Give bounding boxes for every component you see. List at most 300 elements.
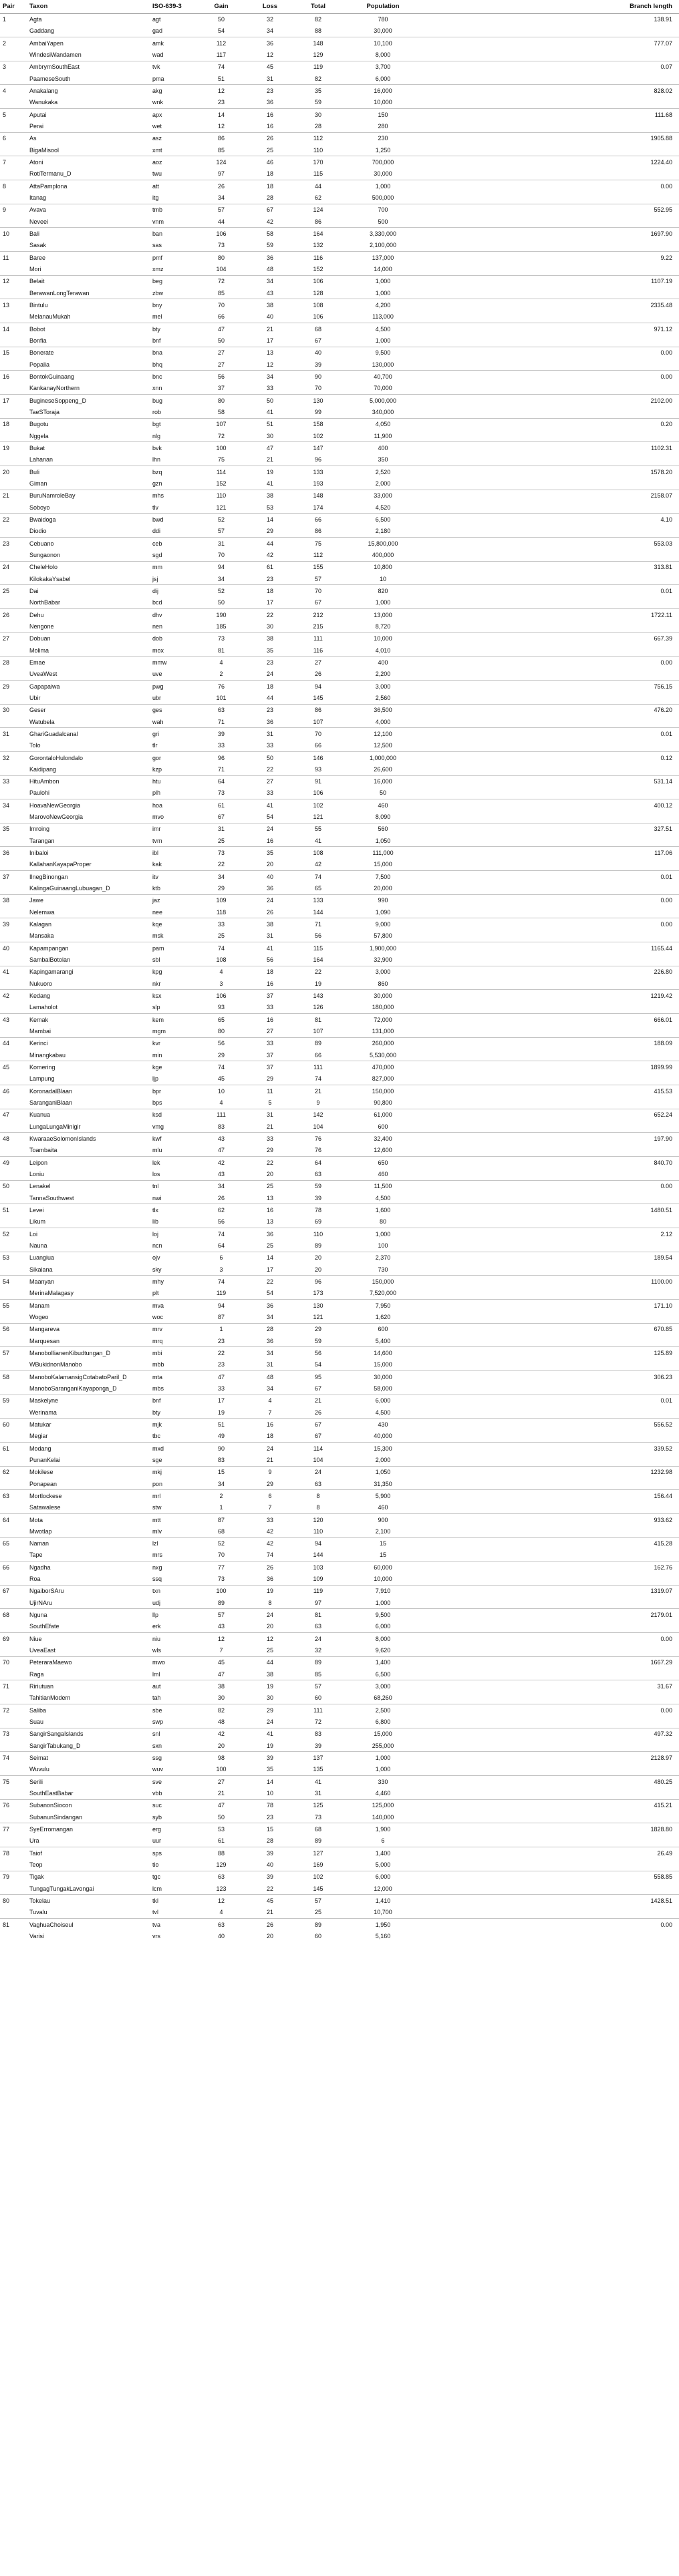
cell-iso: nee — [152, 908, 163, 916]
cell-gain: 57 — [196, 1609, 246, 1621]
cell-taxon: Modang — [25, 1442, 148, 1454]
cell-total: 89 — [314, 1242, 321, 1249]
cell-iso: kzp — [152, 765, 162, 773]
cell-branch-length — [424, 1240, 679, 1252]
cell-pair — [0, 1383, 25, 1395]
table-row — [0, 192, 679, 204]
cell-branch-length: 1102.31 — [424, 442, 679, 454]
cell-population: 31,350 — [374, 1480, 392, 1487]
cell-iso: tnl — [148, 1180, 196, 1192]
table-row — [0, 1264, 679, 1276]
table-row — [0, 252, 679, 264]
cell-population: 15,000 — [374, 1361, 392, 1368]
table-row — [0, 1549, 679, 1561]
cell-iso: xmz — [152, 266, 164, 273]
header-taxon: Taxon — [25, 0, 148, 13]
cell-total: 75 — [294, 537, 342, 549]
table-row — [0, 906, 679, 918]
table-row — [0, 787, 679, 799]
cell-pair — [0, 502, 25, 514]
cell-gain: 42 — [196, 1157, 246, 1169]
cell-pair — [0, 1549, 25, 1561]
cell-population: 70,000 — [374, 385, 392, 392]
cell-iso: ceb — [148, 537, 196, 549]
cell-gain: 47 — [196, 1799, 246, 1811]
cell-total: 89 — [294, 1919, 342, 1931]
cell-loss: 21 — [266, 1909, 273, 1916]
cell-branch-length — [424, 1835, 679, 1847]
cell-population: 150 — [342, 109, 424, 121]
cell-branch-length — [424, 335, 679, 347]
cell-pair: 45 — [0, 1061, 25, 1073]
cell-loss: 12 — [246, 1633, 294, 1645]
cell-branch-length — [424, 1025, 679, 1037]
cell-pair — [0, 97, 25, 109]
table-row — [0, 442, 679, 454]
cell-taxon: Komering — [25, 1061, 148, 1073]
cell-gain: 66 — [217, 313, 225, 321]
cell-pair: 17 — [0, 395, 25, 407]
cell-pair: 32 — [0, 751, 25, 763]
cell-pair — [0, 1049, 25, 1061]
cell-loss: 34 — [266, 27, 273, 35]
cell-gain: 34 — [217, 575, 225, 582]
cell-pair: 40 — [0, 942, 25, 954]
table-row — [0, 359, 679, 371]
cell-total: 72 — [314, 1718, 321, 1726]
cell-loss: 33 — [266, 789, 273, 797]
cell-gain: 3 — [219, 980, 223, 987]
table-row — [0, 204, 679, 216]
cell-taxon: Itanag — [29, 194, 47, 202]
cell-gain: 61 — [196, 799, 246, 811]
cell-iso: slp — [152, 1004, 160, 1011]
cell-loss: 42 — [266, 218, 273, 225]
cell-pair: 35 — [0, 823, 25, 835]
cell-gain: 51 — [196, 1419, 246, 1431]
cell-total: 54 — [314, 1361, 321, 1368]
cell-iso: nen — [152, 622, 163, 630]
cell-gain: 43 — [196, 1133, 246, 1145]
cell-population: 700 — [342, 204, 424, 216]
cell-taxon: KankanayNorthern — [29, 385, 80, 392]
cell-iso: tvl — [152, 1909, 158, 1916]
table-row — [0, 918, 679, 930]
cell-taxon: SangirSangaIslands — [25, 1728, 148, 1740]
cell-total: 8 — [316, 1504, 320, 1511]
cell-taxon: Saliba — [25, 1704, 148, 1716]
cell-taxon: PunanKelai — [29, 1456, 61, 1463]
cell-pair: 33 — [0, 775, 25, 787]
cell-pair — [0, 716, 25, 728]
cell-population: 1,050 — [342, 1466, 424, 1478]
cell-total: 112 — [313, 551, 323, 558]
cell-iso: vmg — [152, 1123, 164, 1130]
cell-iso: ssq — [152, 1576, 162, 1583]
cell-taxon: Lenakel — [25, 1180, 148, 1192]
cell-pair — [0, 620, 25, 632]
cell-pair — [0, 287, 25, 299]
cell-gain: 4 — [219, 1909, 223, 1916]
table-row — [0, 25, 679, 37]
table-row — [0, 1930, 679, 1942]
cell-branch-length — [424, 478, 679, 490]
cell-taxon: Taiof — [25, 1847, 148, 1859]
cell-pair: 54 — [0, 1276, 25, 1288]
cell-population: 827,000 — [372, 1075, 394, 1083]
cell-total: 130 — [294, 395, 342, 407]
cell-gain: 72 — [217, 432, 225, 439]
table-row — [0, 1478, 679, 1490]
cell-branch-length — [424, 1478, 679, 1490]
cell-loss: 40 — [246, 871, 294, 883]
cell-taxon: GorontaloHulondalo — [25, 751, 148, 763]
cell-pair: 27 — [0, 632, 25, 645]
cell-branch-length — [424, 549, 679, 561]
cell-branch-length — [424, 1121, 679, 1133]
table-row — [0, 573, 679, 585]
cell-taxon: MerinaMalagasy — [29, 1290, 74, 1297]
cell-population: 30,000 — [342, 990, 424, 1002]
table-row — [0, 1525, 679, 1537]
cell-branch-length: 667.39 — [424, 632, 679, 645]
table-row — [0, 180, 679, 192]
cell-total: 66 — [294, 514, 342, 526]
table-row — [0, 1442, 679, 1454]
cell-taxon: Dai — [25, 585, 148, 597]
cell-total: 39 — [314, 1194, 321, 1202]
cell-gain: 45 — [217, 1075, 225, 1083]
cell-loss: 16 — [246, 1204, 294, 1216]
cell-pair — [0, 454, 25, 466]
cell-iso: zbw — [152, 289, 164, 297]
cell-loss: 21 — [266, 1123, 273, 1130]
cell-pair: 5 — [0, 109, 25, 121]
table-row — [0, 299, 679, 311]
cell-total: 115 — [313, 170, 323, 178]
cell-gain: 2 — [196, 1490, 246, 1502]
table-row — [0, 406, 679, 418]
cell-loss: 34 — [266, 1385, 273, 1392]
cell-taxon: Dehu — [25, 608, 148, 620]
cell-population: 12,100 — [342, 728, 424, 740]
cell-branch-length — [424, 1668, 679, 1680]
cell-loss: 59 — [266, 242, 273, 249]
header-total: Total — [294, 0, 342, 13]
table-row — [0, 704, 679, 716]
cell-total: 106 — [313, 313, 323, 321]
table-row — [0, 1513, 679, 1525]
cell-total: 28 — [314, 123, 321, 130]
table-row — [0, 1299, 679, 1311]
cell-population: 15,300 — [342, 1442, 424, 1454]
cell-iso: dij — [148, 585, 196, 597]
cell-branch-length — [424, 1525, 679, 1537]
cell-population: 1,000 — [375, 289, 391, 297]
cell-gain: 56 — [196, 371, 246, 383]
table-row — [0, 1002, 679, 1014]
cell-total: 67 — [314, 337, 321, 345]
cell-population: 50 — [379, 789, 386, 797]
cell-iso: bug — [148, 395, 196, 407]
cell-branch-length — [424, 763, 679, 775]
cell-total: 68 — [294, 323, 342, 335]
cell-taxon: Tape — [29, 1551, 43, 1559]
cell-iso: plh — [152, 789, 161, 797]
cell-pair: 80 — [0, 1895, 25, 1907]
cell-loss: 36 — [266, 1337, 273, 1344]
cell-iso: dob — [148, 632, 196, 645]
table-row — [0, 811, 679, 823]
cell-loss: 36 — [266, 1576, 273, 1583]
table-row — [0, 1644, 679, 1656]
cell-taxon: Lahanan — [29, 456, 53, 464]
cell-total: 8 — [294, 1490, 342, 1502]
cell-iso: pwg — [148, 680, 196, 692]
cell-total: 135 — [313, 1766, 323, 1773]
cell-branch-length — [424, 383, 679, 395]
cell-gain: 52 — [196, 585, 246, 597]
cell-branch-length: 2102.00 — [424, 395, 679, 407]
cell-gain: 80 — [196, 252, 246, 264]
cell-gain: 27 — [217, 361, 225, 368]
cell-population: 560 — [342, 823, 424, 835]
cell-total: 111 — [294, 1704, 342, 1716]
cell-branch-length: 828.02 — [424, 85, 679, 97]
cell-branch-length — [424, 1168, 679, 1180]
cell-population: 1,000 — [375, 599, 391, 606]
cell-pair: 49 — [0, 1157, 25, 1169]
table-row — [0, 502, 679, 514]
cell-taxon: Neveei — [29, 218, 49, 225]
cell-population: 111,000 — [342, 847, 424, 859]
cell-population: 12,500 — [374, 742, 392, 749]
cell-loss: 20 — [266, 861, 273, 868]
table-row — [0, 1633, 679, 1645]
cell-gain: 97 — [217, 170, 225, 178]
cell-loss: 58 — [246, 228, 294, 240]
cell-taxon: Kalagan — [25, 918, 148, 930]
cell-gain: 123 — [216, 1885, 227, 1892]
cell-total: 39 — [314, 361, 321, 368]
cell-total: 107 — [313, 718, 323, 725]
cell-total: 133 — [294, 466, 342, 478]
cell-gain: 21 — [217, 1790, 225, 1797]
cell-gain: 33 — [196, 918, 246, 930]
cell-iso: nkr — [152, 980, 161, 987]
cell-pair: 10 — [0, 228, 25, 240]
cell-loss: 16 — [266, 980, 273, 987]
cell-total: 74 — [314, 1075, 321, 1083]
cell-population: 460 — [378, 1170, 388, 1177]
cell-gain: 10 — [196, 1085, 246, 1097]
cell-gain: 22 — [217, 861, 225, 868]
cell-loss: 16 — [266, 123, 273, 130]
table-row — [0, 966, 679, 978]
cell-total: 68 — [294, 1823, 342, 1835]
cell-population: 4,520 — [375, 504, 391, 511]
cell-iso: sps — [148, 1847, 196, 1859]
cell-gain: 34 — [217, 1480, 225, 1487]
cell-total: 39 — [314, 1742, 321, 1749]
cell-total: 102 — [294, 1871, 342, 1883]
cell-gain: 50 — [217, 1813, 225, 1821]
cell-branch-length: 497.32 — [424, 1728, 679, 1740]
cell-pair: 52 — [0, 1228, 25, 1240]
cell-gain: 23 — [217, 1361, 225, 1368]
cell-pair — [0, 1716, 25, 1728]
cell-loss: 19 — [266, 1742, 273, 1749]
cell-iso: tmb — [148, 204, 196, 216]
table-row — [0, 954, 679, 966]
cell-loss: 29 — [266, 528, 273, 535]
cell-loss: 13 — [266, 1194, 273, 1202]
cell-population: 137,000 — [342, 252, 424, 264]
cell-gain: 52 — [196, 514, 246, 526]
cell-branch-length: 0.00 — [424, 180, 679, 192]
cell-gain: 73 — [217, 1576, 225, 1583]
table-row — [0, 1204, 679, 1216]
cell-pair — [0, 526, 25, 538]
cell-pair: 78 — [0, 1847, 25, 1859]
cell-gain: 73 — [196, 847, 246, 859]
cell-pair — [0, 144, 25, 156]
cell-pair — [0, 1787, 25, 1799]
cell-pair — [0, 120, 25, 132]
cell-iso: mjk — [148, 1419, 196, 1431]
cell-loss: 25 — [266, 1647, 273, 1654]
cell-branch-length — [424, 954, 679, 966]
cell-total: 119 — [294, 61, 342, 73]
cell-taxon: Matukar — [25, 1419, 148, 1431]
cell-branch-length: 0.01 — [424, 1395, 679, 1407]
cell-loss: 61 — [246, 561, 294, 573]
cell-branch-length — [424, 740, 679, 752]
table-row — [0, 526, 679, 538]
cell-population: 61,000 — [342, 1109, 424, 1121]
cell-population: 1,000 — [342, 275, 424, 287]
cell-population: 10,000 — [342, 632, 424, 645]
cell-branch-length: 339.52 — [424, 1442, 679, 1454]
cell-iso: los — [152, 1170, 160, 1177]
cell-pair: 43 — [0, 1014, 25, 1026]
cell-loss: 41 — [246, 1728, 294, 1740]
cell-population: 12,600 — [374, 1147, 392, 1154]
cell-iso: bnf — [152, 337, 161, 345]
table-row — [0, 454, 679, 466]
cell-total: 82 — [294, 13, 342, 25]
table-row — [0, 1883, 679, 1895]
cell-gain: 68 — [217, 1527, 225, 1535]
cell-total: 93 — [314, 765, 321, 773]
cell-iso: plt — [152, 1290, 159, 1297]
table-row — [0, 1025, 679, 1037]
cell-branch-length: 125.89 — [424, 1347, 679, 1359]
cell-gain: 89 — [217, 1599, 225, 1606]
cell-pair — [0, 1859, 25, 1871]
table-row — [0, 1228, 679, 1240]
cell-pair: 74 — [0, 1752, 25, 1764]
cell-gain: 12 — [196, 1895, 246, 1907]
cell-population: 14,000 — [374, 266, 392, 273]
cell-taxon: ManoboKalamansigCotabatoParil_D — [25, 1370, 148, 1383]
cell-total: 158 — [294, 418, 342, 430]
header-pair: Pair — [0, 0, 25, 13]
cell-pair: 73 — [0, 1728, 25, 1740]
cell-total: 212 — [294, 608, 342, 620]
cell-branch-length: 1667.29 — [424, 1656, 679, 1668]
cell-loss: 32 — [246, 13, 294, 25]
cell-total: 96 — [294, 1276, 342, 1288]
cell-total: 60 — [314, 1933, 321, 1940]
cell-loss: 9 — [246, 1466, 294, 1478]
cell-taxon: Manam — [25, 1299, 148, 1311]
cell-taxon: BerawanLongTerawan — [29, 289, 90, 297]
cell-branch-length: 1232.98 — [424, 1466, 679, 1478]
table-row — [0, 1609, 679, 1621]
cell-population: 260,000 — [342, 1037, 424, 1049]
cell-pair: 34 — [0, 799, 25, 811]
cell-taxon: UveaEast — [29, 1647, 56, 1654]
cell-gain: 45 — [196, 1656, 246, 1668]
table-row — [0, 1049, 679, 1061]
cell-gain: 42 — [196, 1728, 246, 1740]
cell-loss: 17 — [266, 1266, 273, 1273]
cell-taxon: SyeErromangan — [25, 1823, 148, 1835]
table-row — [0, 120, 679, 132]
cell-iso: htu — [148, 775, 196, 787]
cell-pair — [0, 882, 25, 894]
cell-taxon: Bwaidoga — [25, 514, 148, 526]
cell-pair: 71 — [0, 1680, 25, 1692]
table-row — [0, 751, 679, 763]
cell-loss: 29 — [246, 1704, 294, 1716]
cell-total: 65 — [314, 885, 321, 892]
cell-total: 83 — [294, 1728, 342, 1740]
cell-taxon: Mokilese — [25, 1466, 148, 1478]
cell-gain: 88 — [196, 1847, 246, 1859]
cell-population: 11,500 — [342, 1180, 424, 1192]
cell-taxon: Perai — [29, 123, 44, 130]
cell-taxon: Werinama — [29, 1409, 57, 1416]
cell-total: 125 — [294, 1799, 342, 1811]
cell-taxon: TahitianModern — [29, 1694, 71, 1702]
cell-population: 1,400 — [342, 1656, 424, 1668]
cell-iso: ktb — [152, 885, 161, 892]
cell-pair — [0, 1668, 25, 1680]
cell-iso: att — [148, 180, 196, 192]
cell-iso: ges — [148, 704, 196, 716]
cell-branch-length — [424, 1454, 679, 1466]
cell-population: 6,000 — [375, 75, 391, 82]
cell-iso: hoa — [148, 799, 196, 811]
cell-pair — [0, 430, 25, 442]
cell-loss: 23 — [266, 575, 273, 582]
cell-branch-length — [424, 978, 679, 990]
cell-taxon: NorthBabar — [29, 599, 61, 606]
cell-population: 2,560 — [375, 694, 391, 701]
cell-total: 111 — [294, 632, 342, 645]
cell-total: 91 — [294, 775, 342, 787]
cell-taxon: Kerinci — [25, 1037, 148, 1049]
cell-taxon: Mangareva — [25, 1323, 148, 1335]
cell-pair — [0, 1192, 25, 1204]
cell-iso: wad — [152, 51, 164, 59]
cell-iso: wah — [152, 718, 164, 725]
cell-gain: 100 — [216, 1766, 227, 1773]
cell-taxon: Inibaloi — [25, 847, 148, 859]
cell-pair — [0, 49, 25, 61]
